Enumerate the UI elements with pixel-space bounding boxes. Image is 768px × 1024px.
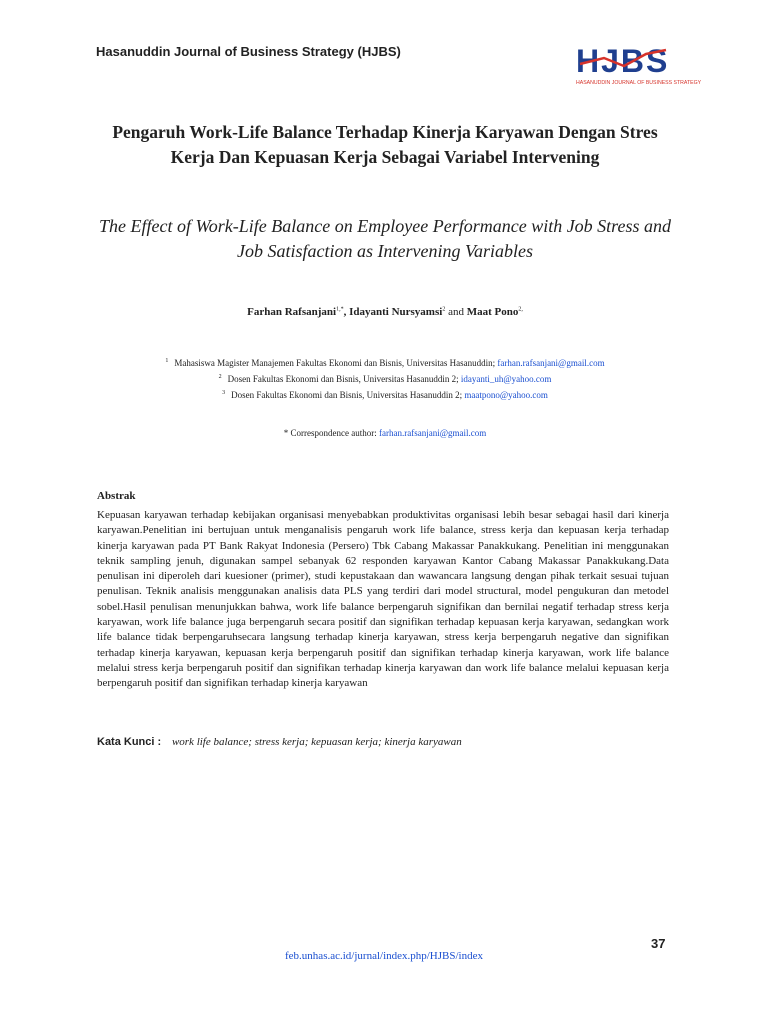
correspondence-label: * Correspondence author: [283, 428, 377, 438]
author-3: Maat Pono [466, 306, 519, 318]
author-list: Farhan Rafsanjani$^{1,*}$, Idayanti Nursyamsi$^2$ and Maat Pono$^{2,}$ [247, 306, 523, 318]
abstract-heading: Abstrak [97, 490, 136, 502]
title-english: The Effect of Work-Life Balance on Employee Performance with Job Stress and Job Satisfaction as Intervening Variables [98, 216, 672, 261]
affiliation-number: 1 [165, 358, 169, 364]
author-3-sup: 2, [518, 306, 523, 313]
affiliation-2 [90, 370, 680, 386]
affiliation-1 [90, 354, 680, 370]
footer-url-link[interactable]: feb.unhas.ac.id/jurnal/index.php/HJBS/index [285, 950, 483, 962]
journal-logo [574, 42, 702, 90]
correspondence-email-link[interactable]: farhan.rafsanjani@gmail.com [378, 428, 487, 438]
affiliation-email-link[interactable]: idayanti_uh@yahoo.com [460, 374, 552, 384]
affiliation-text: Dosen Fakultas Ekonomi dan Bisnis, Universitas Hasanuddin 2; [227, 374, 459, 384]
title-indonesian: Pengaruh Work-Life Balance Terhadap Kinerja Karyawan Dengan Stres Kerja Dan Kepuasan Kerja Sebagai Variabel Intervening [112, 122, 658, 167]
affiliation-number: 2 [218, 374, 222, 380]
affiliation-text: Dosen Fakultas Ekonomi dan Bisnis, Universitas Hasanuddin 2; [231, 390, 463, 400]
logo-text: HJBS [576, 43, 670, 79]
affiliation-email-link[interactable]: maatpono@yahoo.com [464, 390, 548, 400]
logo-subtext: HASANUDDIN JOURNAL OF BUSINESS STRATEGY [576, 80, 702, 86]
author-1-sup: 1,* [336, 306, 344, 313]
affiliation-email-link[interactable]: farhan.rafsanjani@gmail.com [497, 358, 605, 368]
author-2: Idayanti Nursyamsi [349, 306, 443, 318]
keywords [97, 736, 669, 748]
keywords-label: Kata Kunci : [97, 736, 162, 748]
correspondence-line [90, 428, 680, 438]
author-2-sup: 2 [442, 306, 446, 313]
keywords-list: work life balance; stress kerja; kepuasan kerja; kinerja karyawan [171, 736, 462, 748]
abstract-body: Kepuasan karyawan terhadap kebijakan organisasi menyebabkan produktivitas organisasi lebih besar sebagai hasil dari kinerja karyawan.Penelitian ini bertujuan untuk menganalisis pengaruh work life balance, stress kerja dan kepuasan kerja terhadap kinerja karyawan pada PT Bank Rakyat Indonesia (Persero) Tbk Cabang Makassar Panakkukang. Penelitian ini menggunakan teknik sampling jenuh, digunakan sampel sebanyak 62 responden karyawan Kantor Cabang Makassar Panakkukang.Data penulisan ini diperoleh dari kuesioner (primer), studi kepustakaan dan wawancara langsung dengan pihak terkait sesuai tujuan penulisan. Teknik analisis menggunakan analisis data PLS yang terdiri dari model structural, model pengukuran dan metodel sobel.Hasil penulisan menunjukkan bahwa, work life balance berpengaruh signifikan dan bernilai negatif terhadap stress kerja karyawan, work life balance juga berpengaruh secara positif dan signifikan terhadap kepuasan kerja karyawan, sedangkan work life balance tidak berpengaruhsecara langsung terhadap kinerja karyawan, stress kerja berpengaruh negative dan signifikan terhadap kinerja karyawan, kepuasan kerja berpengaruh positif dan signifikan terhadap kinerja karyawan, work life balance melalui stress kerja berpengaruh positif dan signifikan terhadap kinerja karyawan dan work life balance melalui kepuasan kerja berpengaruh positif dan signifikan terhadap kinerja karyawan [97, 509, 669, 690]
affiliation-text: Mahasiswa Magister Manajemen Fakultas Ekonomi dan Bisnis, Universitas Hasanuddin; [174, 358, 496, 368]
page-number: 37 [651, 936, 666, 951]
affiliation-number: 3 [222, 390, 226, 396]
affiliations [90, 354, 680, 402]
affiliation-3 [90, 386, 680, 402]
author-1: Farhan Rafsanjani [247, 306, 337, 318]
author-and: and [448, 306, 464, 318]
journal-name: Hasanuddin Journal of Business Strategy (HJBS) [96, 44, 401, 59]
